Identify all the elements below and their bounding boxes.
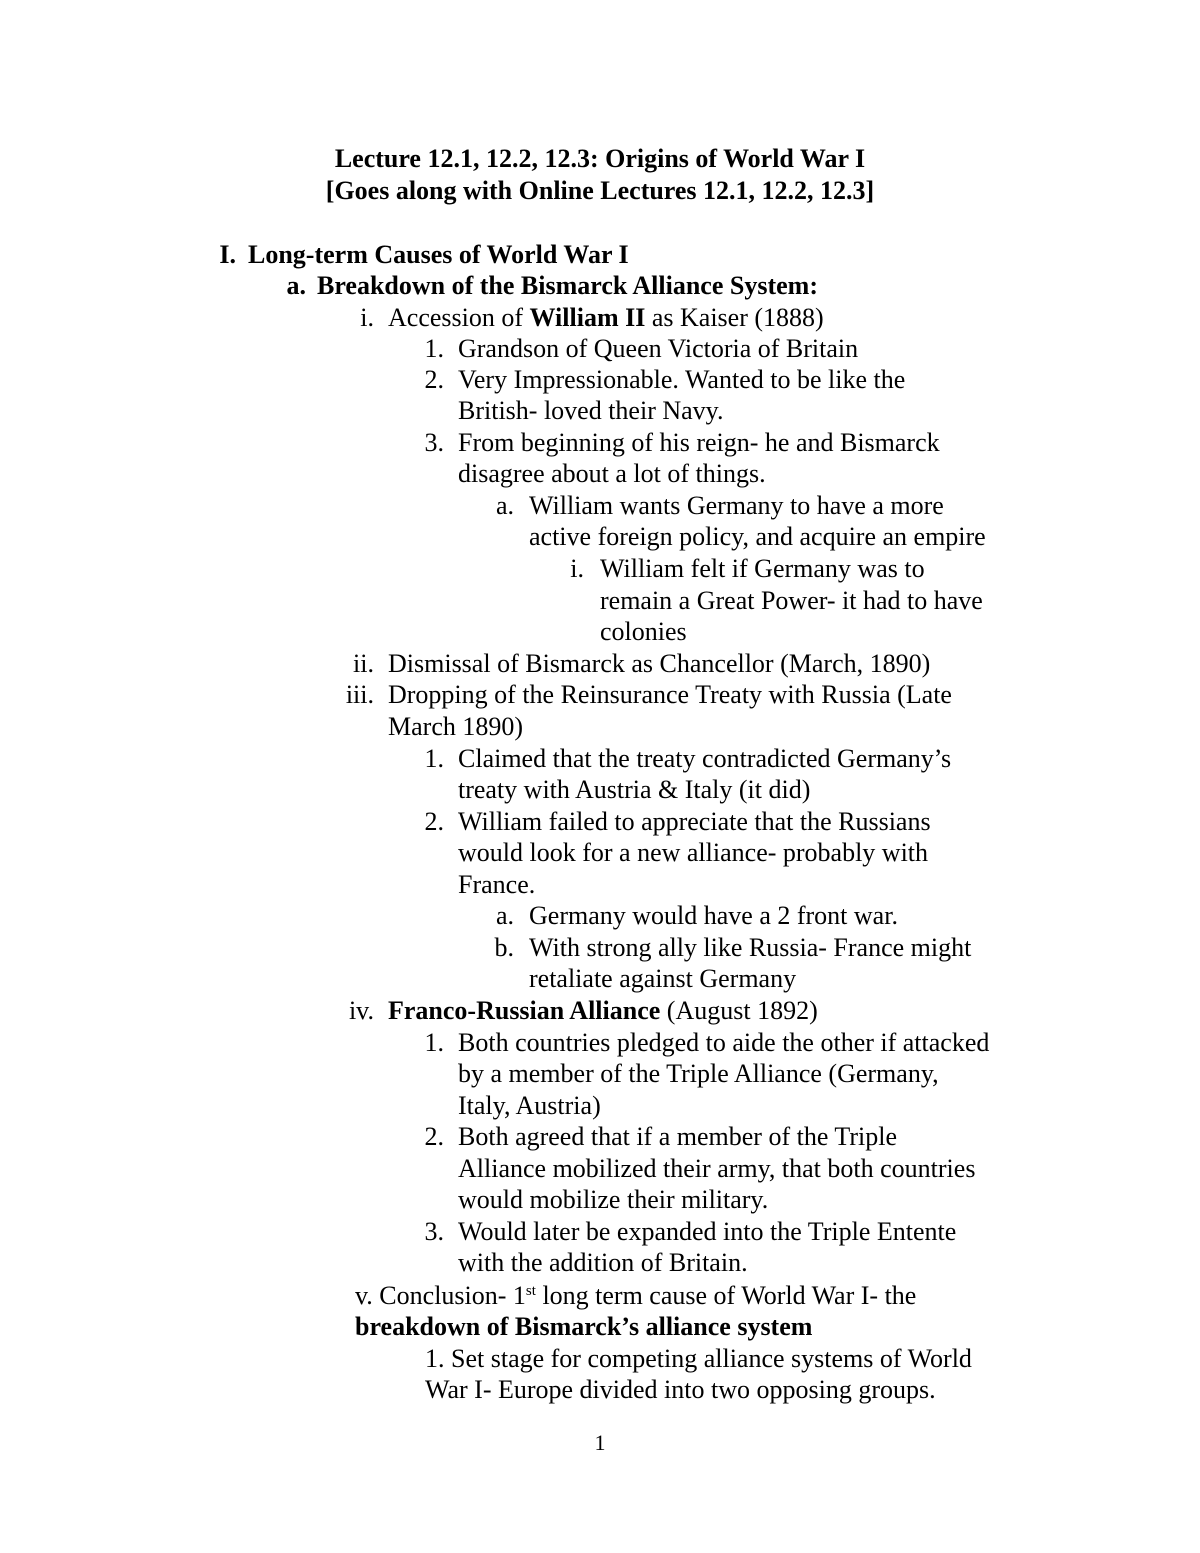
text-span: as Kaiser (1888) (645, 303, 824, 332)
subsection-marker: a. (286, 271, 306, 300)
roman-marker: i. (360, 303, 374, 332)
section-marker: I. (219, 240, 236, 269)
outline-item-line: Very Impressionable. Wanted to be like the (458, 365, 906, 394)
text-span: (August 1892) (660, 996, 818, 1025)
outline-item-line: Italy, Austria) (458, 1091, 601, 1120)
outline-item-line: William failed to appreciate that the Russians (458, 807, 931, 836)
outline-item-line: would look for a new alliance- probably with (458, 838, 929, 867)
outline-item-line: From beginning of his reign- he and Bismarck (458, 428, 940, 457)
number-marker: 2. (424, 365, 444, 394)
number-marker: 3. (424, 1217, 444, 1246)
text-span: Accession of (388, 303, 530, 332)
outline-item-line: Would later be expanded into the Triple Entente (458, 1217, 957, 1246)
document-subtitle: [Goes along with Online Lectures 12.1, 12.2, 12.3] (325, 176, 875, 205)
number-marker: 3. (424, 428, 444, 457)
roman-marker: i. (570, 554, 584, 583)
bold-term: Franco-Russian Alliance (388, 996, 661, 1025)
outline-item-line: British- loved their Navy. (458, 396, 724, 425)
outline-item-ii: Dismissal of Bismarck as Chancellor (March, 1890) (388, 649, 931, 678)
number-marker: 2. (424, 807, 444, 836)
outline-item-line: 1. Set stage for competing alliance systems of World (425, 1344, 972, 1373)
outline-item-line: Claimed that the treaty contradicted Germany’s (458, 744, 952, 773)
subsection-heading: Breakdown of the Bismarck Alliance System: (317, 271, 818, 300)
page-number: 1 (594, 1430, 606, 1455)
number-marker: 1. (424, 1028, 444, 1057)
section-heading: Long-term Causes of World War I (248, 240, 629, 269)
outline-item-line: Alliance mobilized their army, that both countries (458, 1154, 976, 1183)
outline-item-line: William felt if Germany was to (600, 554, 925, 583)
outline-item-line: Both countries pledged to aide the other if attacked (458, 1028, 990, 1057)
outline-item-line: March 1890) (388, 712, 524, 741)
outline-item-line: colonies (600, 617, 687, 646)
document-title: Lecture 12.1, 12.2, 12.3: Origins of World War I (334, 144, 866, 173)
outline-item-line: With strong ally like Russia- France might (529, 933, 972, 962)
outline-item-line: remain a Great Power- it had to have (600, 586, 983, 615)
outline-item-line: treaty with Austria & Italy (it did) (458, 775, 811, 804)
number-marker: 1. (424, 744, 444, 773)
text-span: long term cause of World War I- the (535, 1281, 917, 1310)
outline-item-line: would mobilize their military. (458, 1185, 769, 1214)
outline-item-line: War I- Europe divided into two opposing groups. (425, 1375, 936, 1404)
outline-item-line: active foreign policy, and acquire an empire (529, 522, 986, 551)
outline-item-line: William wants Germany to have a more (529, 491, 944, 520)
roman-marker: iii. (345, 680, 374, 709)
outline-item-line: by a member of the Triple Alliance (Germany, (458, 1059, 939, 1088)
outline-item: Grandson of Queen Victoria of Britain (458, 334, 859, 363)
outline-item-line: Dropping of the Reinsurance Treaty with Russia (Late (388, 680, 952, 709)
outline-item-line: Both agreed that if a member of the Triple (458, 1122, 898, 1151)
letter-marker: b. (494, 933, 514, 962)
outline-item-line: France. (458, 870, 536, 899)
text-span: v. Conclusion- 1 (355, 1281, 526, 1310)
bold-term: William II (529, 303, 646, 332)
outline-item-i (388, 302, 824, 333)
superscript: st (525, 1283, 536, 1299)
letter-marker: a. (495, 901, 514, 930)
outline-item-iv (388, 995, 818, 1026)
roman-marker: iv. (348, 996, 374, 1025)
outline-item-line: retaliate against Germany (529, 964, 797, 993)
outline-item-line: with the addition of Britain. (458, 1248, 748, 1277)
outline-item: Germany would have a 2 front war. (529, 901, 898, 930)
letter-marker: a. (495, 491, 514, 520)
roman-marker: ii. (353, 649, 374, 678)
conclusion-bold-line: breakdown of Bismarck’s alliance system (355, 1312, 813, 1341)
number-marker: 2. (424, 1122, 444, 1151)
outline-item-line: disagree about a lot of things. (458, 459, 766, 488)
number-marker: 1. (424, 334, 444, 363)
conclusion-line (355, 1280, 916, 1311)
